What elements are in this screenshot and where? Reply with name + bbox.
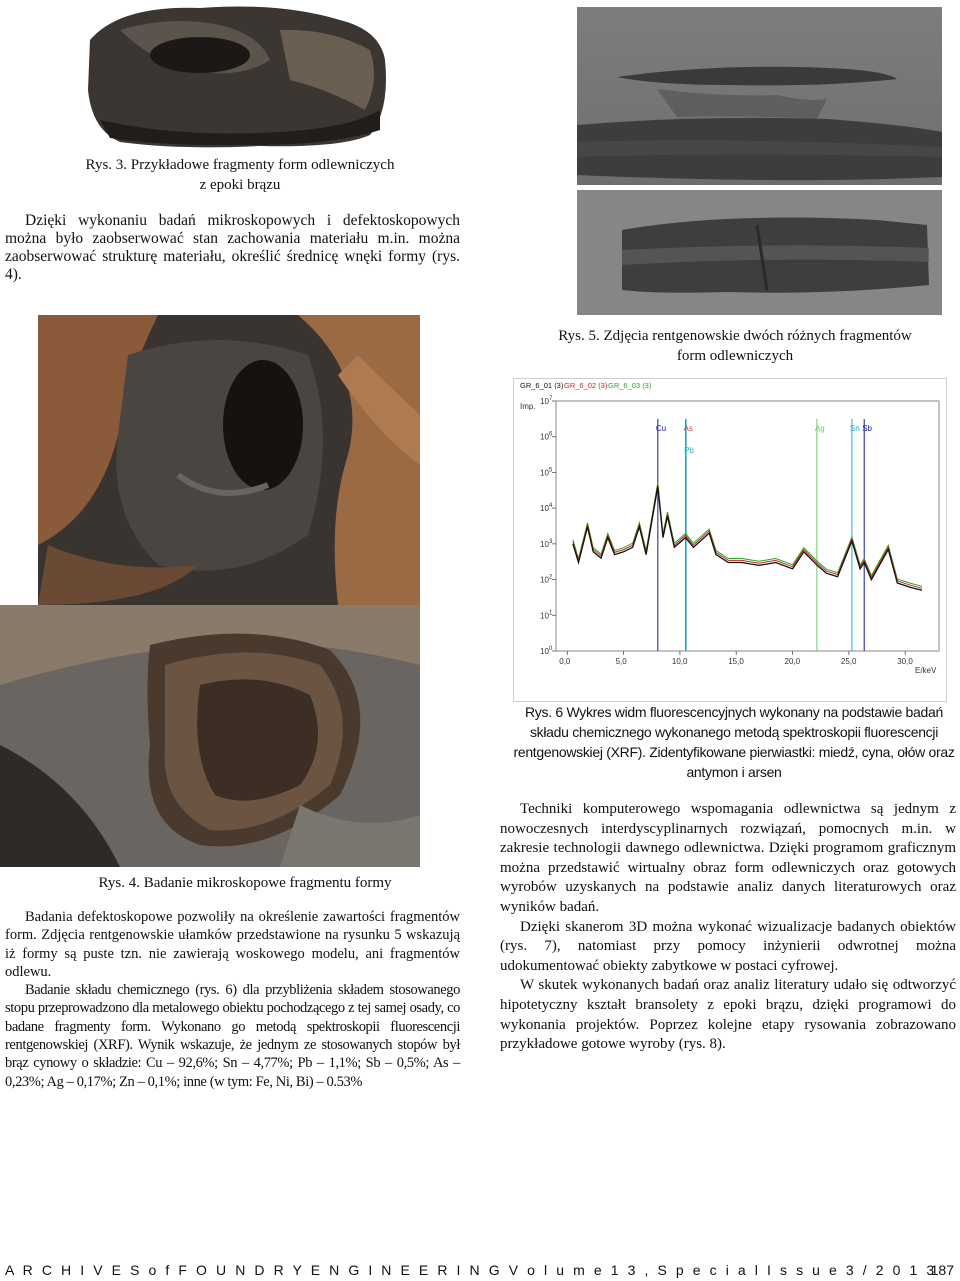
element-marker-label: As <box>683 424 693 433</box>
rys5-caption-line1: Rys. 5. Zdjęcia rentgenowskie dwóch różnych fragmentów <box>558 328 912 344</box>
element-marker-label: Sb <box>862 424 872 433</box>
right-para-1: Techniki komputerowego wspomagania odlewnictwa są jednym z nowoczesnych interdyscyplinarnych rozwiązań, pomocnych m.in. w zakresie technologii dawnego odlewnictwa. Dzięki programom graficznym można przedstawić wirtualny obraz form odlewniczych oraz gotowych wyrobów uzyskanych na podstawie analiz danych literaturowych oraz wyników badań. <box>500 801 956 915</box>
x-tick-label: 20,0 <box>784 657 801 666</box>
x-axis-label: E/keV <box>915 666 937 675</box>
plot-area <box>556 401 939 651</box>
x-tick-label: 25,0 <box>840 657 857 666</box>
element-marker-label: Ag <box>814 424 825 433</box>
y-axis-label: Imp. <box>520 402 536 411</box>
element-marker-label: Pb <box>684 446 694 455</box>
left-para-2: Badania defektoskopowe pozwoliły na określenie zawartości fragmentów form. Zdjęcia rentgenowskie ułamków przedstawione na rysunku 5 wskazują iż formy są puste tzn. nie zawierają woskowego modelu, ani fragmentów odlewu. <box>5 909 460 980</box>
right-para-2: Dzięki skanerom 3D można wykonać wizualizacje badanych obiektów (rys. 7), natomiast przy pomocy inżynierii odwrotnej można udokumentować obiekty zabytkowe w postaci cyfrowej. <box>500 918 956 974</box>
left-para-1-text: Dzięki wykonaniu badań mikroskopowych i defektoskopowych można było zaobserwować stan zachowania materiału m.in. można zaobserwować strukturę materiału, określić średnicę wnęki formy (rys. 4). <box>5 212 460 283</box>
y-tick-exponent: 7 <box>549 396 553 402</box>
x-tick-label: 10,0 <box>671 657 688 666</box>
left-para-1 <box>5 212 460 284</box>
right-column-text <box>500 800 956 1055</box>
y-tick-exponent: 2 <box>549 574 553 581</box>
left-column-text <box>5 908 460 1091</box>
rys4-caption-text: Rys. 4. Badanie mikroskopowe fragmentu formy <box>98 875 392 891</box>
y-tick-exponent: 6 <box>549 431 553 438</box>
rys5-xray-top <box>577 7 942 185</box>
y-tick-label: 10 <box>540 575 549 585</box>
rys5-xray-bottom <box>577 190 942 315</box>
xrf-chart-svg <box>514 379 946 701</box>
element-marker-label: Sn <box>849 424 860 433</box>
rys6-caption <box>512 702 956 782</box>
x-tick-label: 30,0 <box>897 657 913 666</box>
y-tick-label: 10 <box>540 504 549 514</box>
y-tick-exponent: 4 <box>549 503 553 510</box>
y-tick-exponent: 1 <box>549 610 553 617</box>
y-tick-label: 10 <box>540 397 549 406</box>
x-tick-label: 5,0 <box>615 657 627 666</box>
element-marker-label: Cu <box>655 424 667 433</box>
rys3-caption-line1: Rys. 3. Przykładowe fragmenty form odlewniczych <box>85 157 395 173</box>
x-tick-label: 15,0 <box>728 657 744 666</box>
y-tick-exponent: 5 <box>549 467 553 474</box>
y-tick-label: 10 <box>540 611 549 621</box>
rys4-photo-top <box>38 315 420 605</box>
y-tick-label: 10 <box>540 647 549 656</box>
rys3-photo <box>80 0 395 150</box>
y-tick-label: 10 <box>540 432 549 442</box>
legend-entry: GR_6_01 (3) <box>520 381 564 390</box>
y-tick-exponent: 0 <box>549 646 553 652</box>
y-tick-exponent: 3 <box>549 538 553 545</box>
legend-entry: GR_6_03 (3) <box>608 381 652 390</box>
y-tick-label: 10 <box>540 539 549 549</box>
rys4-photo-bottom <box>0 605 420 867</box>
journal-footer: A R C H I V E S o f F O U N D R Y E N G I N E E R I N G V o l u m e 1 3 , S p e c i a l I s s u e 3 / 2 0 1 3 <box>5 1262 937 1278</box>
x-tick-label: 0,0 <box>559 657 571 666</box>
rys5-caption <box>510 326 960 366</box>
rys6-chart <box>513 378 947 702</box>
legend-entry: GR_6_02 (3) <box>564 381 608 390</box>
rys6-caption-text: Rys. 6 Wykres widm fluorescencyjnych wykonany na podstawie badań składu chemicznego wykonanego metodą spektroskopii fluorescencji rentgenowskiej (XRF). Zidentyfikowane pierwiastki: miedź, cyna, ołów oraz antymon i arsen <box>513 704 955 780</box>
rys3-caption-line2: z epoki brązu <box>199 177 281 193</box>
rys3-caption <box>0 155 480 195</box>
rys5-caption-line2: form odlewniczych <box>676 348 794 364</box>
page-number: 187 <box>930 1262 954 1278</box>
y-tick-label: 10 <box>540 468 549 478</box>
left-para-3: Badanie składu chemicznego (rys. 6) dla przybliżenia składem stosowanego stopu przeprowadzono dla metalowego obiektu pochodzącego z tej samej osady, co badane fragmenty form. Wykonano go metodą spektroskopii fluorescencji rentgenowskiej (XRF). Wynik wskazuje, że jednym ze stosowanych stopów był brąz cynowy o składzie: Cu – 92,6%; Sn – 4,77%; Pb – 1,1%; Sb – 0,5%; As – 0,23%; Ag – 0,17%; Zn – 0,1%; inne (w tym: Fe, Ni, Bi) – 0.53% <box>5 982 460 1090</box>
right-para-3: W skutek wykonanych badań oraz analiz literatury udało się odtworzyć hipotetyczny kształt bransolety z epoki brązu, dzięki programowi do wykonania projektów. Poprzez kolejne etapy rysowania zobrazowano przykładowe gotowe wyroby (rys. 8). <box>500 977 956 1053</box>
rys4-caption <box>0 873 490 893</box>
